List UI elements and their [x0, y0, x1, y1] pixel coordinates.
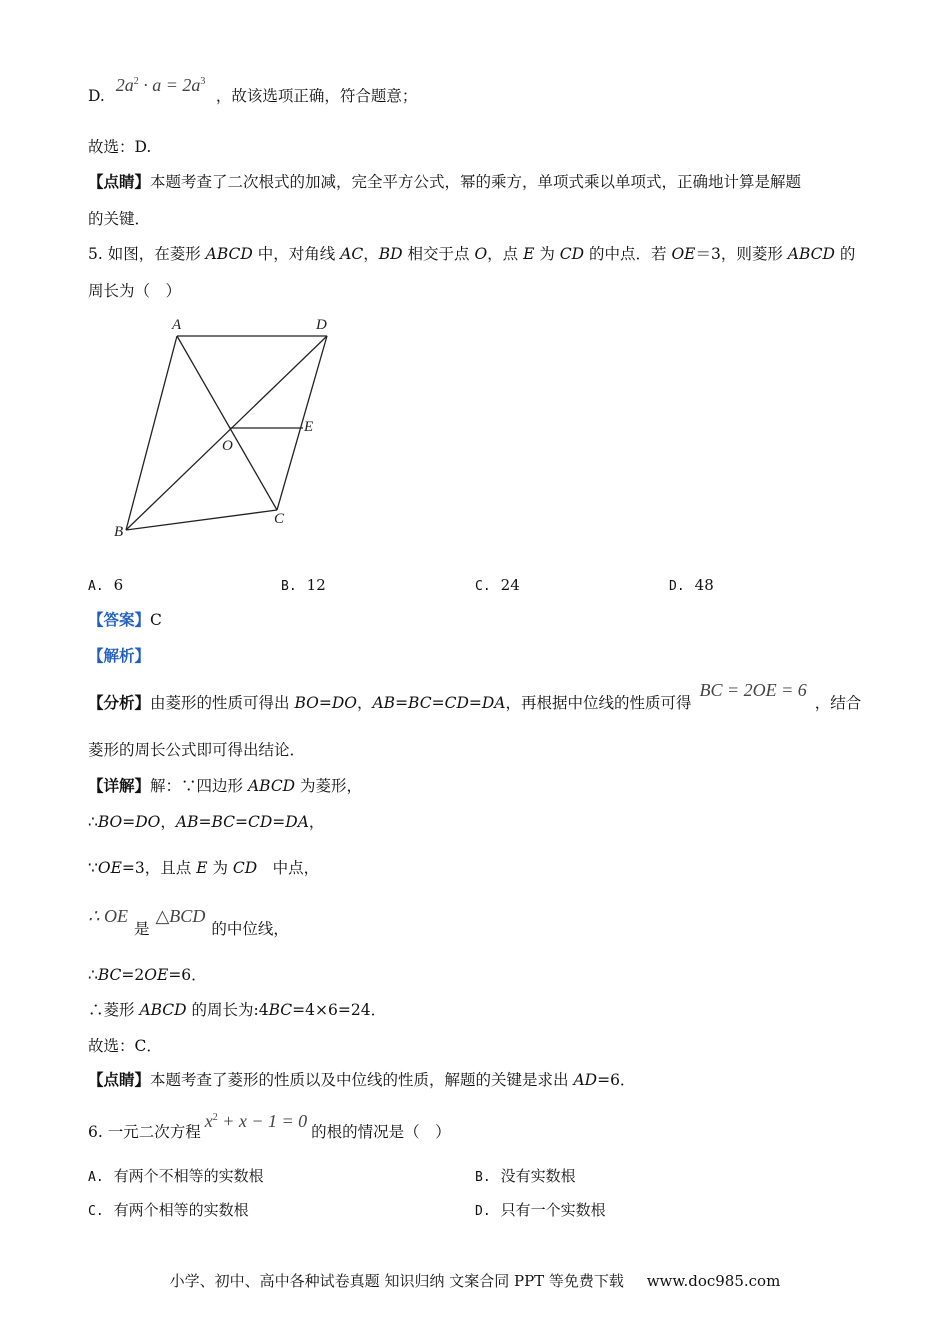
- equation-q6: $x^2 + x - 1 = 0$: [204, 1111, 308, 1131]
- step-4: ∴BC=2OE=6．: [88, 966, 207, 984]
- q5-option-a[interactable]: A. 6: [88, 576, 124, 594]
- q6-option-b[interactable]: B. 没有实数根: [475, 1167, 576, 1185]
- question-5: 5. 如图，在菱形 ABCD 中，对角线 AC，BD 相交于点 O，点 E 为 CD 的中点．若 OE＝3，则菱形 ABCD 的: [88, 245, 856, 263]
- label-e: E: [304, 419, 314, 435]
- label-o: O: [222, 438, 233, 454]
- label-c: C: [274, 511, 285, 527]
- label-b: B: [114, 524, 124, 540]
- q5-option-c[interactable]: C. 24: [475, 576, 520, 594]
- equation-d: $2a^2 \cdot a = 2a^3$: [115, 75, 206, 95]
- q6-option-a[interactable]: A. 有两个不相等的实数根: [88, 1167, 264, 1185]
- side-bc: [126, 510, 277, 530]
- q6-option-d[interactable]: D. 只有一个实数根: [475, 1201, 606, 1219]
- label-a: A: [172, 317, 182, 333]
- page-footer: [0, 1270, 950, 1291]
- choose-c: 故选：C．: [88, 1037, 162, 1055]
- option-d-line: D. $2a^2 \cdot a = 2a^3$ ，故该选项正确，符合题意；: [88, 75, 418, 105]
- q6-option-c[interactable]: C. 有两个相等的实数根: [88, 1201, 249, 1219]
- label-d: D: [316, 317, 327, 333]
- equation-fenxi: BC = 2OE = 6: [699, 680, 807, 700]
- footer-text: 小学、初中、高中各种试卷真题 知识归纳 文案合同 PPT 等免费下载: [169, 1272, 624, 1290]
- dianjing-1: 【点睛】本题考查了二次根式的加减，完全平方公式，幂的乘方，单项式乘以单项式，正确地计算是解题: [88, 172, 802, 191]
- answer: 【答案】C: [88, 610, 162, 629]
- q5-option-d[interactable]: D. 48: [669, 576, 714, 594]
- step-1: ∴BO=DO，AB=BC=CD=DA，: [88, 813, 325, 831]
- diagonal-ac: [177, 336, 277, 510]
- fenxi-cont: 菱形的周长公式即可得出结论．: [88, 741, 306, 759]
- step-3: ∴ OE是△BCD的中位线，: [88, 906, 289, 938]
- footer-url[interactable]: www.doc985.com: [646, 1272, 781, 1290]
- fenxi: 【分析】由菱形的性质可得出 BO=DO，AB=BC=CD=DA，再根据中位线的性质可得BC = 2OE = 6，结合: [88, 680, 862, 712]
- dianjing-1-cont: 的关键．: [88, 210, 151, 228]
- xiangjie: 【详解】解：∵四边形 ABCD 为菱形，: [88, 776, 363, 795]
- dianjing-2: 【点睛】本题考查了菱形的性质以及中位线的性质，解题的关键是求出 AD=6．: [88, 1070, 636, 1089]
- rhombus-figure: [108, 312, 348, 544]
- q5-option-b[interactable]: B. 12: [281, 576, 326, 594]
- question-5-cont: 周长为（ ）: [88, 282, 182, 300]
- side-ab: [126, 336, 177, 530]
- step-5: ∴菱形 ABCD 的周长为:4BC=4×6=24．: [88, 1001, 387, 1019]
- question-6: 6. 一元二次方程$x^2 + x - 1 = 0$的根的情况是（ ）: [88, 1111, 451, 1141]
- jiexi: 【解析】: [88, 646, 151, 665]
- diagonal-bd: [126, 336, 327, 530]
- choose-d: 故选：D.: [88, 138, 152, 156]
- side-cd: [277, 336, 327, 510]
- step-2: ∵OE=3，且点 E 为 CD 中点，: [88, 859, 320, 877]
